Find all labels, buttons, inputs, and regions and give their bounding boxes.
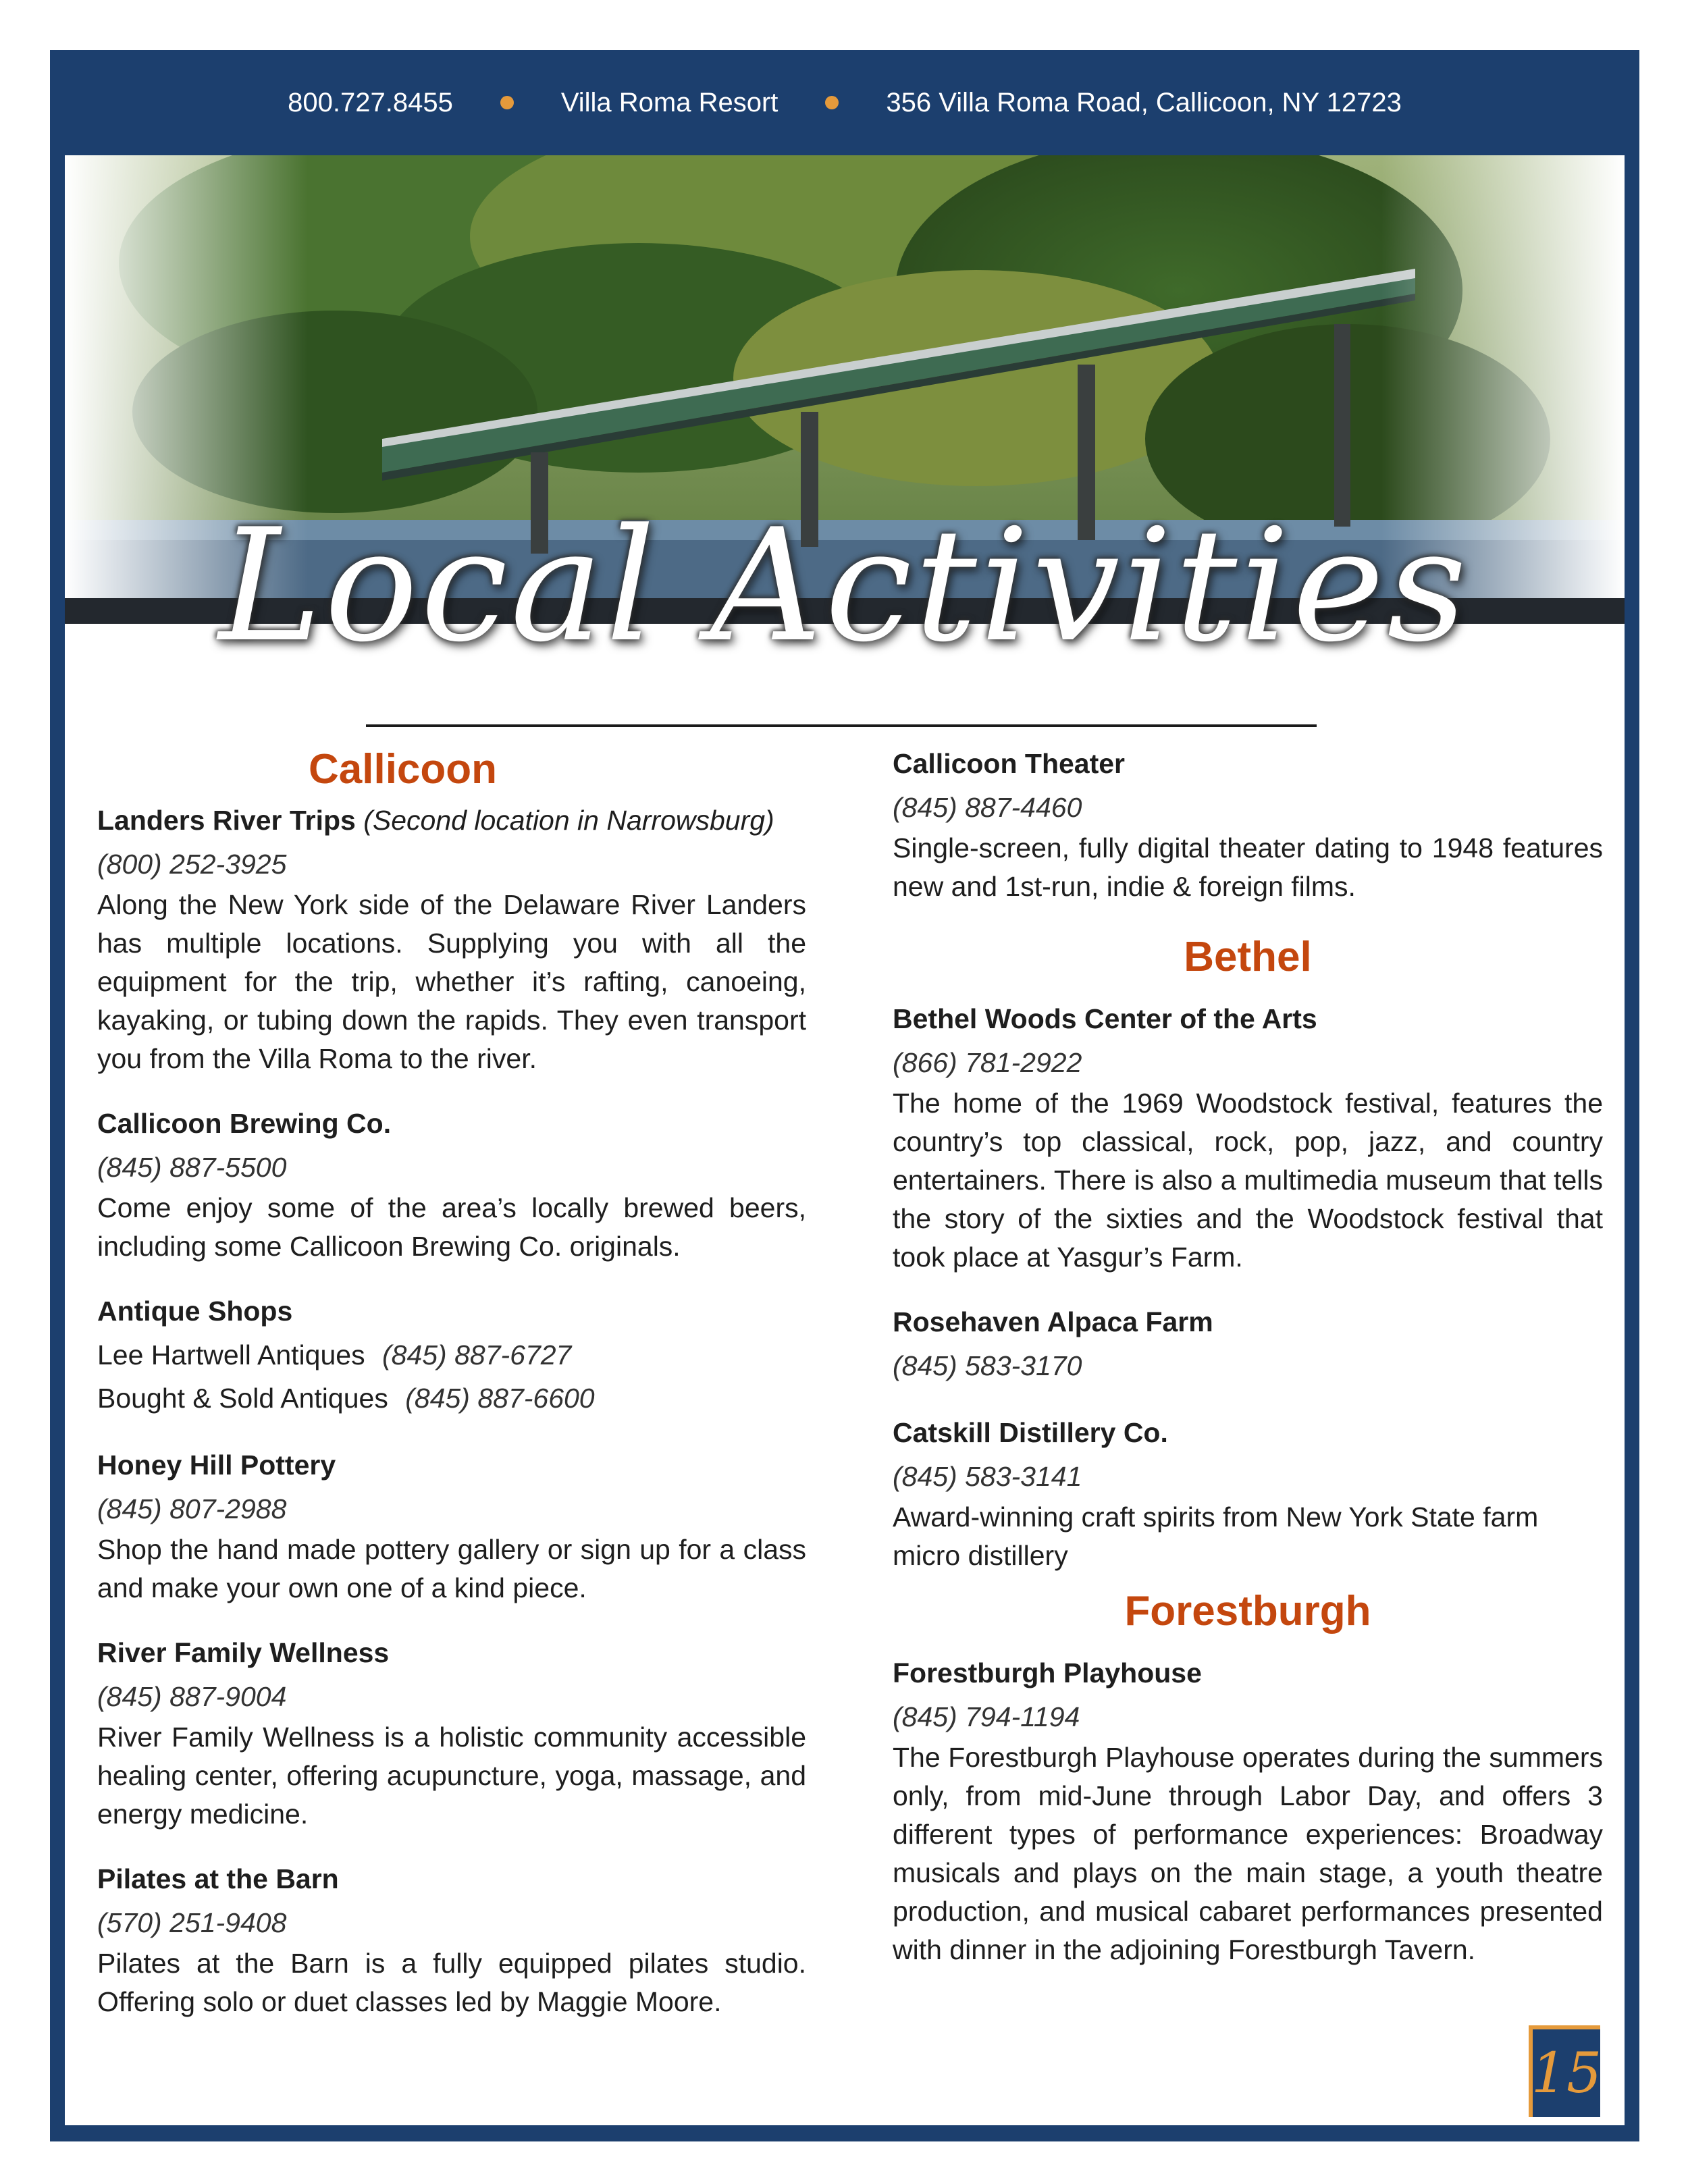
listing-description: Shop the hand made pottery gallery or sign up for a class and make your own one of a kind piece. [97, 1534, 806, 1603]
section-heading-forestburgh: Forestburgh [1124, 1588, 1371, 1634]
listing-name: Rosehaven Alpaca Farm [893, 1306, 1213, 1337]
listing-phone: (570) 251-9408 [97, 1907, 287, 1938]
listing-name: Forestburgh Playhouse [893, 1657, 1202, 1688]
listing-pottery [97, 1443, 806, 1607]
listing-antiques [97, 1289, 806, 1420]
listing-name: Callicoon Brewing Co. [97, 1108, 392, 1139]
resort-address: 356 Villa Roma Road, Callicoon, NY 12723 [886, 87, 1402, 117]
listing-title: Landers River Trips [97, 805, 356, 836]
listing-distillery [893, 1410, 1603, 1575]
listing-theater [893, 741, 1603, 906]
listing-description: Award-winning craft spirits from New York State farm micro distillery [893, 1501, 1539, 1571]
right-column [893, 741, 1603, 1992]
shop-phone: (845) 887-6600 [405, 1383, 595, 1414]
listing-phone: (800) 252-3925 [97, 849, 287, 880]
listing-pilates [97, 1857, 806, 2021]
listing-name: Pilates at the Barn [97, 1863, 339, 1894]
shop-phone: (845) 887-6727 [381, 1339, 572, 1370]
listing-phone: (845) 794-1194 [893, 1701, 1080, 1732]
listing-description: Along the New York side of the Delaware River Landers has multiple locations. Supplying you with all the equipment for the trip, whether it’s rafting, canoeing, kayaking, or tubing down the rapids. They even transport you from the Villa Roma to the river. [97, 889, 806, 1074]
listing-phone: (845) 583-3141 [893, 1461, 1082, 1492]
listing-alpaca [893, 1300, 1603, 1387]
listing-brewing [97, 1101, 806, 1266]
listing-phone: (845) 887-4460 [893, 792, 1082, 823]
listing-wellness [97, 1630, 806, 1834]
listing-phone: (866) 781-2922 [893, 1047, 1082, 1078]
resort-name: Villa Roma Resort [560, 87, 779, 117]
listing-name: Bethel Woods Center of the Arts [893, 1003, 1317, 1034]
listing-phone: (845) 807-2988 [97, 1493, 287, 1524]
listing-bethel-woods [893, 996, 1603, 1277]
listing-name [97, 798, 806, 843]
resort-phone: 800.727.8455 [288, 87, 453, 117]
listing-name: Catskill Distillery Co. [893, 1417, 1168, 1448]
listing-description: The home of the 1969 Woodstock festival, features the country’s top classical, rock, pop, jazz, and country entertainers. There is also a multimedia museum that tells the story of the sixties and the Woodstock festival that took place at Yasgur’s Farm. [893, 1088, 1603, 1273]
listing-name: Antique Shops [97, 1296, 293, 1327]
listing-description: Come enjoy some of the area’s locally brewed beers, including some Callicoon Brewing Co. originals. [97, 1192, 806, 1262]
contact-bar [50, 50, 1639, 155]
shop-row [97, 1333, 806, 1377]
bullet-dot-icon [500, 96, 514, 109]
bullet-dot-icon [825, 96, 839, 109]
listing-description: The Forestburgh Playhouse operates during the summers only, from mid-June through Labor Day, and offers 3 different types of performance experiences: Broadway musicals and plays on the main stage, a youth theatre production, and musical cabaret performances presented with dinner in the adjoining Forestburgh Tavern. [893, 1742, 1603, 1965]
listing-name: River Family Wellness [97, 1637, 390, 1668]
shop-name: Lee Hartwell Antiques [97, 1339, 365, 1370]
listing-description: Pilates at the Barn is a fully equipped pilates studio. Offering solo or duet classes led by Maggie Moore. [97, 1948, 806, 2017]
title-divider [366, 724, 1317, 727]
listing-phone: (845) 887-9004 [97, 1681, 287, 1712]
listing-phone: (845) 583-3170 [893, 1350, 1082, 1381]
listing-phone: (845) 887-5500 [97, 1152, 287, 1183]
page-title: Local Activities [218, 496, 1470, 676]
listing-playhouse [893, 1651, 1603, 1969]
listing-description: Single-screen, fully digital theater dating to 1948 features new and 1st-run, indie & foreign films. [893, 832, 1603, 902]
listing-name: Callicoon Theater [893, 748, 1126, 779]
listing-description: River Family Wellness is a holistic community accessible healing center, offering acupuncture, yoga, massage, and energy medicine. [97, 1722, 806, 1830]
left-column [97, 741, 806, 2044]
shop-row [97, 1377, 806, 1420]
listing-note: (Second location in Narrowsburg) [363, 805, 774, 836]
shop-name: Bought & Sold Antiques [97, 1383, 388, 1414]
listing-landers [97, 798, 806, 1078]
section-heading-callicoon: Callicoon [308, 746, 498, 793]
section-heading-bethel: Bethel [1184, 934, 1312, 980]
listing-name: Honey Hill Pottery [97, 1449, 336, 1481]
page-number: 15 [1529, 2025, 1600, 2117]
